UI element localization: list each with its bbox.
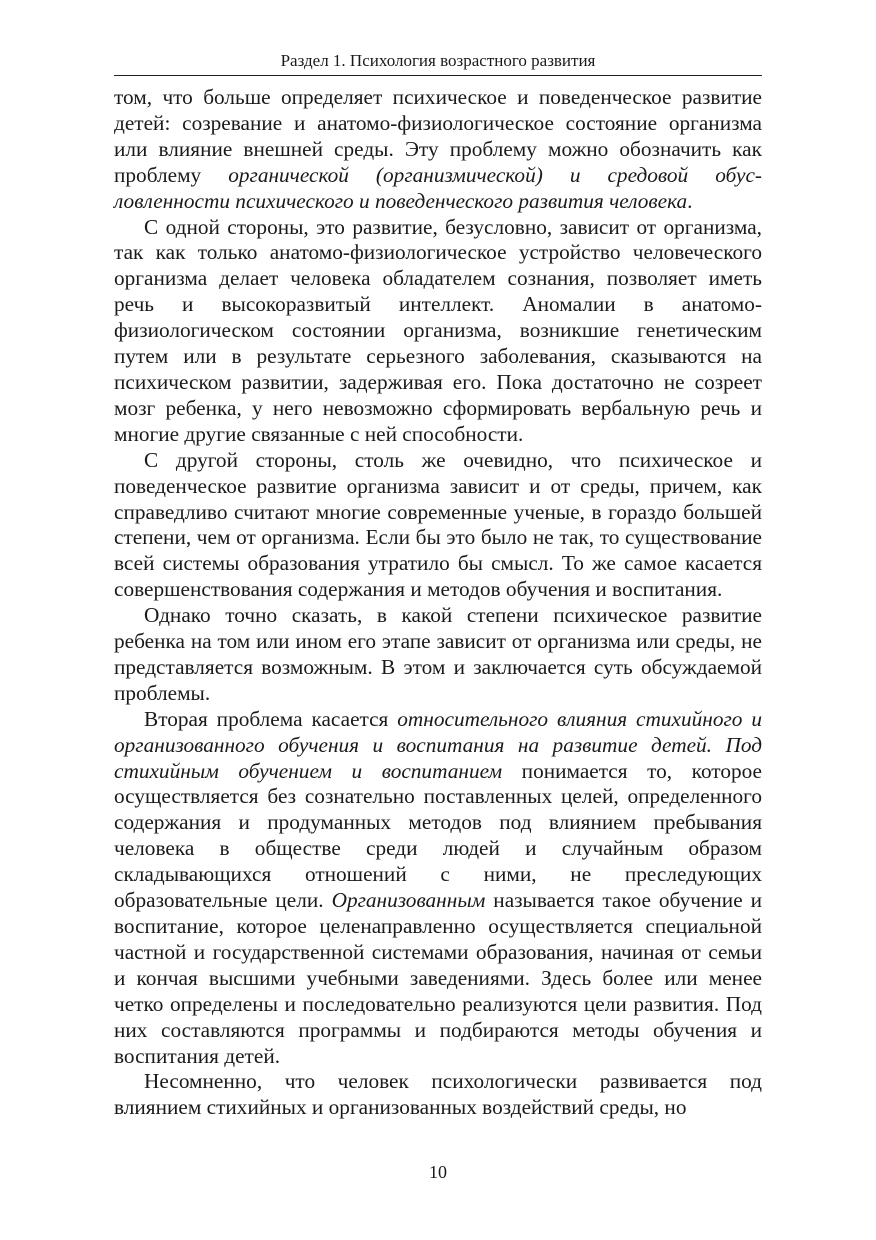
italic-term: органической (организмической) и средовой обусловленности психического и поведенческого развития человека	[114, 162, 762, 213]
page-number: 10	[429, 1162, 447, 1182]
paragraph-5	[114, 707, 762, 1070]
text-run: .	[687, 188, 693, 213]
text-run: Вторая проблема касается	[144, 706, 398, 731]
paragraph-3	[114, 448, 762, 603]
header-rule	[114, 75, 762, 76]
text-run: называется такое обучение и воспитание, которое целенаправленно осуществляется специальной частной и государственной системами образования, начиная от семьи и кончая высшими учебными заведениями. Здесь более или менее четко определены и последовательно реализуются цели развития. Под них составляются программы и подбираются методы обучения и воспитания детей.	[114, 888, 762, 1068]
paragraph-6	[114, 1069, 762, 1121]
body-text	[114, 85, 762, 1121]
paragraph-1	[114, 85, 762, 215]
italic-term: относительного влияния стихийного и организованного обучения и воспитания на развитие детей. Под стихийным обучением и воспитанием	[114, 706, 762, 783]
paragraph-2	[114, 215, 762, 448]
text-run: понимается то, которое осуществляется без сознательно поставленных целей, определенного содержания и продуманных методов под влиянием пребывания человека в обществе среди людей и случайным образом складывающихся отношений с ними, не преследующих образовательные цели.	[114, 758, 762, 913]
text-run: С другой стороны, столь же очевидно, что психическое и поведенческое развитие организма зависит и от среды, причем, как справедливо считают многие современные ученые, в гораздо большей степени, чем от организма. Если бы это было не так, то существование всей системы образования утратило бы смысл. То же самое касается совершенствования содержания и методов обучения и воспитания.	[114, 447, 762, 602]
text-run: Однако точно сказать, в какой степени психическое развитие ребенка на том или ином его этапе зависит от организма или среды, не представляется возможным. В этом и заключается суть обсуждаемой проблемы.	[114, 603, 762, 705]
text-run: Несомненно, что человек психологически развивается под влиянием стихийных и организованных воздействий среды, но	[114, 1069, 762, 1120]
italic-term: Организованным	[331, 888, 486, 913]
running-head: Раздел 1. Психология возрастного развития	[280, 51, 596, 70]
paragraph-4	[114, 603, 762, 707]
text-run: том, что больше определяет психическое и поведенческое развитие детей: созревание и анатомо-физиологическое состояние организма или влияние внешней среды. Эту проблему можно обозначить как проблему	[114, 85, 762, 187]
text-run: С одной стороны, это развитие, безусловно, зависит от организма, так как только анатомо-физиологическое устройство человеческого организма делает человека обладателем сознания, позволяет иметь речь и высокоразвитый интеллект. Аномалии в анатомо-физиологическом состоянии организма, возникшие генетическим путем или в результате серьезного заболевания, сказываются на психическом развитии, задерживая его. Пока достаточно не созреет мозг ребенка, у него невозможно сформировать вербальную речь и многие другие связанные с ней способности.	[114, 214, 762, 446]
